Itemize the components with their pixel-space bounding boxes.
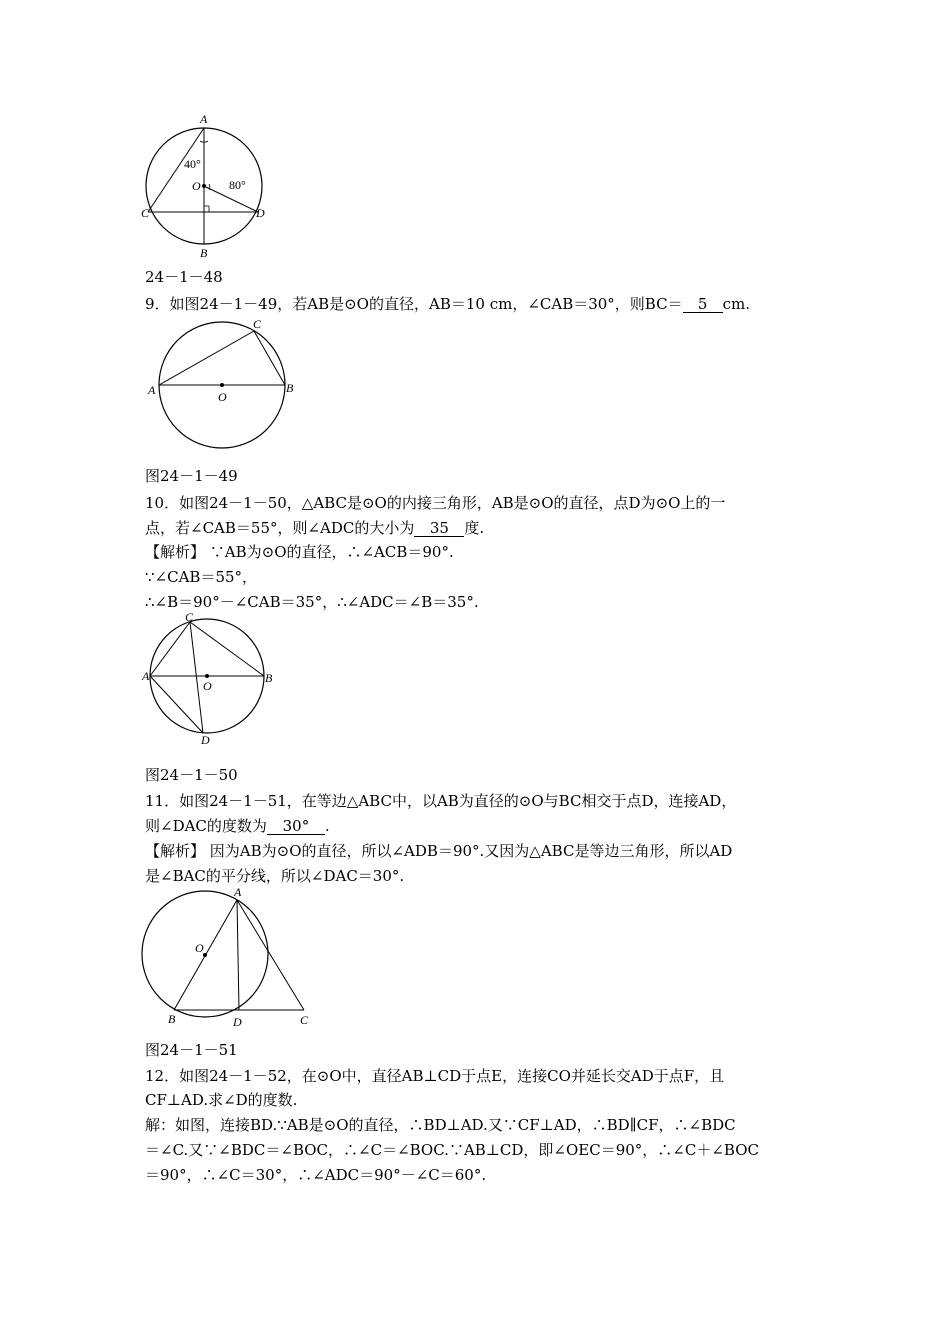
label-o: O bbox=[203, 679, 212, 693]
figure-24-1-48 bbox=[138, 110, 278, 260]
analysis-line: ∴∠B＝90°－∠CAB＝35°，∴∠ADC＝∠B＝35°. bbox=[145, 593, 479, 611]
label-c: C bbox=[253, 317, 262, 331]
figure-caption: 24－1－48 bbox=[145, 268, 223, 286]
label-c: C bbox=[300, 1013, 309, 1027]
question-suffix: cm. bbox=[722, 295, 750, 313]
figure-24-1-50 bbox=[140, 610, 280, 750]
label-o: O bbox=[218, 390, 227, 404]
question-11-line-2 bbox=[145, 817, 330, 835]
question-suffix: . bbox=[324, 817, 330, 835]
question-text: 点，若∠CAB＝55°，则∠ADC的大小为 bbox=[145, 519, 415, 537]
label-a: A bbox=[234, 885, 242, 899]
label-angle-40: 40° bbox=[184, 157, 201, 171]
label-d: D bbox=[256, 206, 265, 220]
figure-caption: 图24－1－49 bbox=[145, 467, 238, 485]
figure-24-1-51 bbox=[138, 884, 328, 1034]
label-d: D bbox=[201, 733, 210, 747]
figure-caption: 图24－1－51 bbox=[145, 1041, 238, 1059]
question-text: 则∠DAC的度数为 bbox=[145, 817, 267, 835]
answer-blank: 35 bbox=[414, 520, 464, 537]
circle-diagram bbox=[138, 110, 278, 260]
label-b: B bbox=[200, 246, 208, 260]
solution-line: ＝∠C.又∵∠BDC＝∠BOC，∴∠C＝∠BOC.∵AB⊥CD，即∠OEC＝90°，∴∠C＋∠BOC bbox=[145, 1141, 759, 1159]
label-a: A bbox=[200, 112, 208, 126]
question-12-line-2: CF⊥AD.求∠D的度数. bbox=[145, 1091, 298, 1109]
answer-blank: 5 bbox=[683, 296, 723, 313]
question-suffix: 度. bbox=[464, 519, 485, 537]
analysis-line: ∵∠CAB＝55°， bbox=[145, 568, 258, 586]
label-o: O bbox=[195, 941, 204, 955]
figure-caption: 图24－1－50 bbox=[145, 766, 238, 784]
label-d: D bbox=[233, 1015, 242, 1029]
question-10-line-2 bbox=[145, 519, 484, 537]
label-b: B bbox=[286, 381, 294, 395]
circle-diagram bbox=[138, 884, 328, 1034]
label-c: C bbox=[141, 206, 150, 220]
question-9 bbox=[145, 295, 750, 313]
label-c: C bbox=[185, 610, 194, 624]
label-b: B bbox=[168, 1012, 176, 1026]
answer-blank: 30° bbox=[267, 818, 325, 835]
question-10-line-1: 10．如图24－1－50，△ABC是⊙O的内接三角形，AB是⊙O的直径，点D为⊙O上的一 bbox=[145, 494, 726, 512]
label-a: A bbox=[148, 383, 156, 397]
question-11-line-1: 11．如图24－1－51，在等边△ABC中，以AB为直径的⊙O与BC相交于点D，连接AD， bbox=[145, 792, 737, 810]
label-a: A bbox=[142, 669, 150, 683]
analysis-line: 【解析】 因为AB为⊙O的直径，所以∠ADB＝90°.又因为△ABC是等边三角形，所以AD bbox=[145, 842, 733, 860]
figure-24-1-49 bbox=[145, 316, 305, 461]
label-b: B bbox=[265, 671, 273, 685]
label-angle-80: 80° bbox=[229, 178, 246, 192]
analysis-line: 是∠BAC的平分线，所以∠DAC＝30°. bbox=[145, 867, 405, 885]
question-text: 9．如图24－1－49，若AB是⊙O的直径，AB＝10 cm，∠CAB＝30°，则BC＝ bbox=[145, 295, 683, 313]
solution-line: 解：如图，连接BD.∵AB是⊙O的直径，∴BD⊥AD.又∵CF⊥AD，∴BD∥CF，∴∠BDC bbox=[145, 1116, 736, 1134]
analysis-line: 【解析】 ∵AB为⊙O的直径，∴∠ACB＝90°. bbox=[145, 543, 454, 561]
label-o: O bbox=[192, 179, 201, 193]
circle-diagram bbox=[145, 316, 305, 461]
solution-line: ＝90°，∴∠C＝30°，∴∠ADC＝90°－∠C＝60°. bbox=[145, 1166, 487, 1184]
question-12-line-1: 12．如图24－1－52，在⊙O中，直径AB⊥CD于点E，连接CO并延长交AD于点F，且 bbox=[145, 1067, 725, 1085]
circle-diagram bbox=[140, 610, 280, 750]
